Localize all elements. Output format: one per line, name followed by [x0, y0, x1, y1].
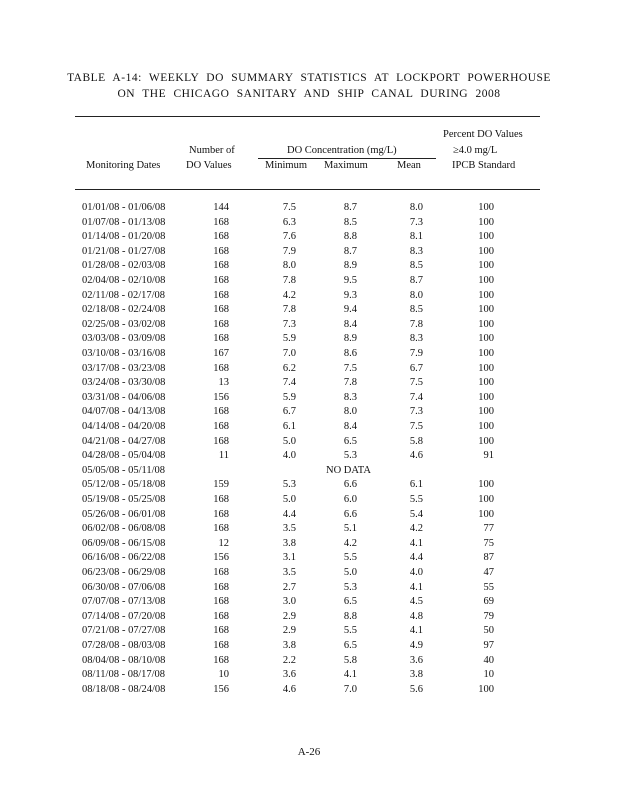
number-of-values-cell: 144	[213, 202, 229, 213]
number-of-values-cell: 168	[213, 289, 229, 301]
mean-cell: 7.3	[409, 216, 423, 228]
number-of-values-cell: 168	[213, 567, 229, 578]
number-of-values-cell: 168	[213, 362, 229, 374]
table-row	[0, 494, 618, 509]
minimum-cell: 5.0	[282, 494, 296, 505]
maximum-cell: 5.3	[343, 581, 357, 593]
percent-cell: 100	[478, 216, 494, 228]
minimum-cell: 6.1	[282, 421, 296, 432]
maximum-cell: 7.5	[343, 362, 357, 374]
percent-cell: 79	[483, 610, 494, 622]
monitoring-dates-cell: 06/30/08 - 07/06/08	[82, 581, 166, 593]
maximum-cell: 8.4	[343, 318, 357, 330]
mean-cell: 4.6	[409, 450, 423, 462]
maximum-cell: 6.6	[343, 479, 357, 491]
minimum-cell: 7.8	[282, 304, 296, 316]
number-of-values-cell: 168	[213, 216, 229, 228]
minimum-cell: 3.5	[282, 567, 296, 578]
number-of-values-cell: 168	[213, 245, 229, 257]
monitoring-dates-cell: 07/14/08 - 07/20/08	[82, 610, 166, 622]
minimum-cell: 7.6	[282, 231, 296, 243]
minimum-cell: 4.4	[282, 508, 296, 520]
minimum-cell: 3.1	[282, 552, 296, 564]
percent-cell: 100	[478, 202, 494, 213]
table-row	[0, 304, 618, 319]
mean-cell: 7.5	[409, 377, 423, 389]
maximum-cell: 7.8	[343, 377, 357, 389]
minimum-header: Minimum	[265, 160, 308, 171]
percent-cell: 100	[478, 435, 494, 447]
minimum-cell: 2.2	[282, 654, 296, 666]
percent-cell: 55	[483, 581, 494, 593]
mean-cell: 5.4	[409, 508, 423, 520]
number-of-values-cell: 168	[213, 275, 229, 286]
monitoring-dates-cell: 01/14/08 - 01/20/08	[82, 231, 166, 243]
monitoring-dates-cell: 06/16/08 - 06/22/08	[82, 552, 166, 564]
number-of-values-cell: 10	[218, 669, 229, 681]
number-of-values-cell: 168	[213, 596, 229, 608]
table-row	[0, 202, 618, 217]
table-row	[0, 319, 618, 334]
number-of-values-cell: 156	[213, 391, 229, 403]
maximum-header: Maximum	[324, 160, 368, 171]
percent-cell: 77	[483, 523, 494, 535]
mean-cell: 4.1	[409, 537, 423, 549]
maximum-cell: 5.1	[343, 523, 357, 535]
table-row	[0, 625, 618, 640]
mean-cell: 5.6	[409, 683, 423, 695]
percent-cell: 100	[478, 391, 494, 403]
minimum-cell: 7.5	[282, 202, 296, 213]
monitoring-dates-cell: 07/07/08 - 07/13/08	[82, 596, 166, 608]
maximum-cell: 8.7	[343, 202, 357, 213]
monitoring-dates-cell: 01/01/08 - 01/06/08	[82, 202, 166, 213]
number-of-values-cell: 159	[213, 479, 229, 491]
monitoring-dates-cell: 05/12/08 - 05/18/08	[82, 479, 166, 491]
maximum-cell: 8.4	[343, 421, 357, 432]
number-of-values-cell: 11	[218, 450, 229, 462]
maximum-cell: 9.4	[343, 304, 357, 316]
maximum-cell: 9.5	[343, 275, 357, 286]
monitoring-dates-cell: 05/26/08 - 06/01/08	[82, 508, 166, 520]
table-title-line-2: ON THE CHICAGO SANITARY AND SHIP CANAL DURING 2008	[117, 88, 501, 100]
monitoring-dates-cell: 03/17/08 - 03/23/08	[82, 362, 166, 374]
mean-cell: 8.1	[409, 231, 423, 243]
percent-cell: 40	[483, 654, 494, 666]
table-row	[0, 450, 618, 465]
minimum-cell: 4.2	[282, 289, 296, 301]
minimum-cell: 4.6	[282, 683, 296, 695]
table-row	[0, 290, 618, 305]
percent-cell: 100	[478, 683, 494, 695]
monitoring-dates-cell: 08/18/08 - 08/24/08	[82, 683, 166, 695]
monitoring-dates-header: Monitoring Dates	[86, 160, 161, 171]
minimum-cell: 6.3	[282, 216, 296, 228]
maximum-cell: 8.9	[343, 333, 357, 345]
mean-cell: 3.6	[409, 654, 423, 666]
percent-cell: 91	[483, 450, 494, 462]
number-of-values-cell: 168	[213, 523, 229, 535]
table-row	[0, 260, 618, 275]
mean-cell: 4.8	[409, 610, 423, 622]
monitoring-dates-cell: 05/05/08 - 05/11/08	[82, 464, 166, 476]
mean-cell: 4.5	[409, 596, 423, 608]
percent-cell: 100	[478, 362, 494, 374]
mean-cell: 4.0	[409, 567, 423, 578]
table-row	[0, 669, 618, 684]
table-row	[0, 611, 618, 626]
minimum-cell: 2.9	[282, 610, 296, 622]
mean-cell: 4.9	[409, 640, 423, 651]
mean-cell: 7.3	[409, 406, 423, 418]
number-of-values-cell: 168	[213, 260, 229, 272]
percent-cell: 100	[478, 260, 494, 272]
number-of-values-cell: 168	[213, 304, 229, 316]
minimum-cell: 7.9	[282, 245, 296, 257]
maximum-cell: 9.3	[343, 289, 357, 301]
percent-cell: 100	[478, 479, 494, 491]
minimum-cell: 6.7	[282, 406, 296, 418]
monitoring-dates-cell: 04/28/08 - 05/04/08	[82, 450, 166, 462]
percent-cell: 100	[478, 348, 494, 359]
table-row	[0, 275, 618, 290]
table-row	[0, 538, 618, 553]
number-of-values-cell: 168	[213, 494, 229, 505]
monitoring-dates-cell: 02/18/08 - 02/24/08	[82, 304, 166, 316]
maximum-cell: 6.5	[343, 596, 357, 608]
monitoring-dates-cell: 03/10/08 - 03/16/08	[82, 348, 166, 359]
number-of-values-cell: 168	[213, 640, 229, 651]
minimum-cell: 7.8	[282, 275, 296, 286]
number-of-values-cell: 156	[213, 552, 229, 564]
monitoring-dates-cell: 01/07/08 - 01/13/08	[82, 216, 166, 228]
minimum-cell: 7.4	[282, 377, 296, 389]
maximum-cell: 8.5	[343, 216, 357, 228]
monitoring-dates-cell: 03/24/08 - 03/30/08	[82, 377, 166, 389]
mean-cell: 4.1	[409, 581, 423, 593]
page-number: A-26	[297, 746, 321, 758]
maximum-cell: 8.8	[343, 610, 357, 622]
no-data-cell: NO DATA	[326, 464, 371, 476]
table-row	[0, 479, 618, 494]
do-concentration-rule	[258, 158, 436, 159]
number-of-values-cell: 168	[213, 625, 229, 637]
percent-cell: 69	[483, 596, 494, 608]
number-of-values-cell: 168	[213, 610, 229, 622]
mean-cell: 6.7	[409, 362, 423, 374]
mean-cell: 7.4	[409, 391, 423, 403]
minimum-cell: 3.0	[282, 596, 296, 608]
minimum-cell: 8.0	[282, 260, 296, 272]
monitoring-dates-cell: 05/19/08 - 05/25/08	[82, 494, 166, 505]
minimum-cell: 5.9	[282, 333, 296, 345]
mean-cell: 8.0	[409, 289, 423, 301]
number-of-values-cell: 13	[218, 377, 229, 389]
table-row	[0, 406, 618, 421]
mean-cell: 8.7	[409, 275, 423, 286]
percent-cell: 100	[478, 245, 494, 257]
monitoring-dates-cell: 03/03/08 - 03/09/08	[82, 333, 166, 345]
maximum-cell: 8.7	[343, 245, 357, 257]
percent-cell: 75	[483, 537, 494, 549]
mean-cell: 4.2	[409, 523, 423, 535]
mean-cell: 8.3	[409, 245, 423, 257]
maximum-cell: 7.0	[343, 683, 357, 695]
number-of-values-cell: 168	[213, 318, 229, 330]
percent-cell: 97	[483, 640, 494, 651]
number-of-values-cell: 168	[213, 581, 229, 593]
number-of-values-cell: 167	[213, 348, 229, 359]
monitoring-dates-cell: 06/02/08 - 06/08/08	[82, 523, 166, 535]
table-row	[0, 523, 618, 538]
monitoring-dates-cell: 04/14/08 - 04/20/08	[82, 421, 166, 432]
number-of-values-cell: 168	[213, 421, 229, 432]
number-header-line-1: Number of	[189, 145, 235, 156]
percent-cell: 100	[478, 289, 494, 301]
percent-cell: 100	[478, 508, 494, 520]
minimum-cell: 5.9	[282, 391, 296, 403]
mean-cell: 3.8	[409, 669, 423, 681]
do-concentration-header: DO Concentration (mg/L)	[287, 145, 397, 156]
monitoring-dates-cell: 08/11/08 - 08/17/08	[82, 669, 166, 681]
percent-cell: 100	[478, 318, 494, 330]
maximum-cell: 8.6	[343, 348, 357, 359]
minimum-cell: 4.0	[282, 450, 296, 462]
maximum-cell: 4.1	[343, 669, 357, 681]
percent-cell: 100	[478, 406, 494, 418]
mean-header: Mean	[397, 160, 421, 171]
mean-cell: 7.5	[409, 421, 423, 432]
number-of-values-cell: 168	[213, 654, 229, 666]
table-row	[0, 392, 618, 407]
percent-header-line-3: IPCB Standard	[452, 160, 516, 171]
mean-cell: 8.5	[409, 304, 423, 316]
top-rule	[75, 116, 540, 117]
maximum-cell: 8.3	[343, 391, 357, 403]
monitoring-dates-cell: 06/23/08 - 06/29/08	[82, 567, 166, 578]
percent-cell: 100	[478, 304, 494, 316]
monitoring-dates-cell: 01/28/08 - 02/03/08	[82, 260, 166, 272]
mean-cell: 8.5	[409, 260, 423, 272]
maximum-cell: 5.8	[343, 654, 357, 666]
table-row	[0, 684, 618, 699]
number-of-values-cell: 156	[213, 683, 229, 695]
mean-cell: 5.5	[409, 494, 423, 505]
mean-cell: 7.9	[409, 348, 423, 359]
minimum-cell: 3.6	[282, 669, 296, 681]
number-of-values-cell: 168	[213, 406, 229, 418]
table-row	[0, 582, 618, 597]
mean-cell: 8.3	[409, 333, 423, 345]
maximum-cell: 6.5	[343, 435, 357, 447]
maximum-cell: 5.3	[343, 450, 357, 462]
maximum-cell: 8.0	[343, 406, 357, 418]
table-row	[0, 640, 618, 655]
table-row	[0, 231, 618, 246]
percent-cell: 10	[483, 669, 494, 681]
monitoring-dates-cell: 04/21/08 - 04/27/08	[82, 435, 166, 447]
percent-header-line-2: ≥4.0 mg/L	[453, 145, 498, 156]
monitoring-dates-cell: 01/21/08 - 01/27/08	[82, 245, 166, 257]
maximum-cell: 5.5	[343, 552, 357, 564]
header-bottom-rule	[75, 189, 540, 190]
percent-cell: 87	[483, 552, 494, 564]
percent-cell: 50	[483, 625, 494, 637]
maximum-cell: 5.5	[343, 625, 357, 637]
table-row	[0, 377, 618, 392]
percent-cell: 100	[478, 377, 494, 389]
table-row	[0, 567, 618, 582]
minimum-cell: 5.0	[282, 435, 296, 447]
table-row	[0, 217, 618, 232]
number-of-values-cell: 12	[218, 537, 229, 549]
percent-cell: 100	[478, 494, 494, 505]
mean-cell: 6.1	[409, 479, 423, 491]
minimum-cell: 7.3	[282, 318, 296, 330]
percent-cell: 100	[478, 231, 494, 243]
table-row	[0, 436, 618, 451]
mean-cell: 5.8	[409, 435, 423, 447]
mean-cell: 4.1	[409, 625, 423, 637]
table-row	[0, 552, 618, 567]
monitoring-dates-cell: 06/09/08 - 06/15/08	[82, 537, 166, 549]
table-row	[0, 421, 618, 436]
minimum-cell: 6.2	[282, 362, 296, 374]
table-row	[0, 246, 618, 261]
number-of-values-cell: 168	[213, 231, 229, 243]
mean-cell: 7.8	[409, 318, 423, 330]
mean-cell: 8.0	[409, 202, 423, 213]
maximum-cell: 6.0	[343, 494, 357, 505]
minimum-cell: 3.8	[282, 537, 296, 549]
table-row	[0, 363, 618, 378]
minimum-cell: 7.0	[282, 348, 296, 359]
percent-cell: 100	[478, 421, 494, 432]
number-of-values-cell: 168	[213, 508, 229, 520]
minimum-cell: 2.7	[282, 581, 296, 593]
table-row	[0, 596, 618, 611]
maximum-cell: 6.5	[343, 640, 357, 651]
number-of-values-cell: 168	[213, 435, 229, 447]
percent-cell: 100	[478, 333, 494, 345]
monitoring-dates-cell: 08/04/08 - 08/10/08	[82, 654, 166, 666]
maximum-cell: 4.2	[343, 537, 357, 549]
monitoring-dates-cell: 03/31/08 - 04/06/08	[82, 391, 166, 403]
monitoring-dates-cell: 02/25/08 - 03/02/08	[82, 318, 166, 330]
percent-cell: 47	[483, 567, 494, 578]
monitoring-dates-cell: 02/04/08 - 02/10/08	[82, 275, 166, 286]
minimum-cell: 3.8	[282, 640, 296, 651]
table-row	[0, 509, 618, 524]
table-title-line-1: TABLE A-14: WEEKLY DO SUMMARY STATISTICS AT LOCKPORT POWERHOUSE	[67, 72, 551, 84]
minimum-cell: 5.3	[282, 479, 296, 491]
maximum-cell: 8.9	[343, 260, 357, 272]
number-header-line-2: DO Values	[186, 160, 232, 171]
table-row	[0, 348, 618, 363]
percent-cell: 100	[478, 275, 494, 286]
table-row	[0, 465, 618, 480]
percent-header-line-1: Percent DO Values	[443, 129, 523, 140]
monitoring-dates-cell: 07/28/08 - 08/03/08	[82, 640, 166, 651]
mean-cell: 4.4	[409, 552, 423, 564]
monitoring-dates-cell: 07/21/08 - 07/27/08	[82, 625, 166, 637]
maximum-cell: 5.0	[343, 567, 357, 578]
monitoring-dates-cell: 04/07/08 - 04/13/08	[82, 406, 166, 418]
maximum-cell: 8.8	[343, 231, 357, 243]
table-row	[0, 333, 618, 348]
number-of-values-cell: 168	[213, 333, 229, 345]
minimum-cell: 2.9	[282, 625, 296, 637]
minimum-cell: 3.5	[282, 523, 296, 535]
maximum-cell: 6.6	[343, 508, 357, 520]
monitoring-dates-cell: 02/11/08 - 02/17/08	[82, 289, 166, 301]
table-row	[0, 655, 618, 670]
